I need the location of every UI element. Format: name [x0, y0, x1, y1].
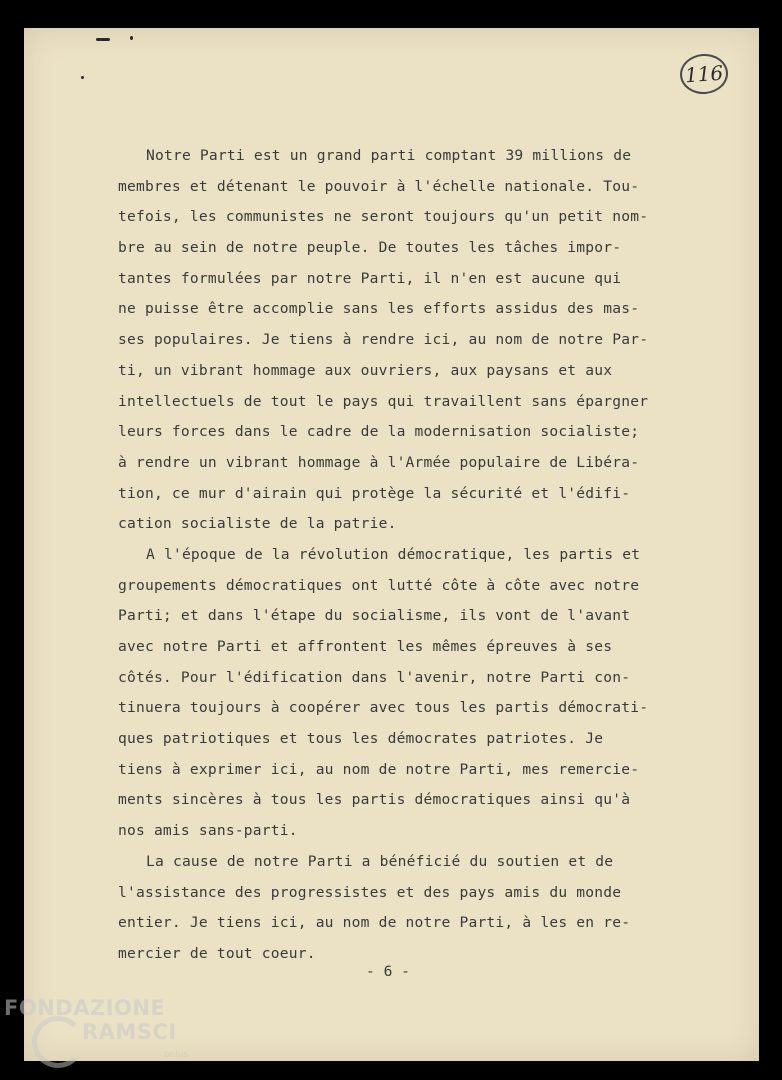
- document-page: [24, 28, 759, 1061]
- text-line: avec notre Parti et affrontent les mêmes épreuves à ses: [118, 638, 613, 655]
- watermark-subtitle: RAMSCI: [82, 1020, 177, 1044]
- page-number: - 6 -: [366, 963, 410, 980]
- text-line: mercier de tout coeur.: [118, 944, 316, 962]
- text-line: groupements démocratiques ont lutté côte à côte avec notre: [118, 576, 640, 594]
- text-line: tefois, les communistes ne seront toujours qu'un petit nom-: [118, 208, 649, 226]
- ink-mark: [96, 38, 110, 41]
- text-line: leurs forces dans le cadre de la modernisation socialiste;: [118, 423, 640, 441]
- text-line: A l'époque de la révolution démocratique, les partis et: [146, 545, 641, 563]
- text-line: membres et détenant le pouvoir à l'échelle nationale. Tou-: [118, 177, 640, 195]
- watermark-g-icon: [32, 1016, 84, 1068]
- ink-mark: [130, 36, 133, 40]
- text-line: ses populaires. Je tiens à rendre ici, au nom de notre Par-: [118, 331, 649, 349]
- text-line: ne puisse être accomplie sans les efforts assidus des mas-: [118, 300, 640, 318]
- text-line: côtés. Pour l'édification dans l'avenir, notre Parti con-: [118, 668, 631, 686]
- text-line: l'assistance des progressistes et des pays amis du monde: [118, 883, 622, 901]
- paragraph-3: [118, 847, 678, 970]
- text-line: ques patriotiques et tous les démocrates patriotes. Je: [118, 730, 604, 748]
- watermark-title: FONDAZIONE: [4, 996, 166, 1020]
- text-line: Parti; et dans l'étape du socialisme, ils vont de l'avant: [118, 607, 631, 625]
- text-line: tantes formulées par notre Parti, il n'en est aucune qui: [118, 269, 622, 287]
- ink-mark: [81, 76, 84, 79]
- text-line: bre au sein de notre peuple. De toutes les tâches impor-: [118, 239, 622, 257]
- paragraph-2: [118, 540, 678, 847]
- text-line: ments sincères à tous les partis démocratiques ainsi qu'à: [118, 791, 631, 809]
- text-line: ti, un vibrant hommage aux ouvriers, aux paysans et aux: [118, 361, 613, 379]
- text-line: intellectuels de tout le pays qui travaillent sans épargner: [118, 392, 649, 410]
- text-line: Notre Parti est un grand parti comptant 39 millions de: [146, 147, 632, 164]
- text-line: cation socialiste de la patrie.: [118, 515, 397, 533]
- text-line: entier. Je tiens ici, au nom de notre Parti, à les en re-: [118, 914, 631, 932]
- watermark-suffix: onlus: [164, 1050, 189, 1060]
- watermark-logo: [4, 996, 204, 1076]
- body-text: [118, 141, 678, 970]
- text-line: tion, ce mur d'airain qui protège la sécurité et l'édifi-: [118, 484, 631, 502]
- text-line: tiens à exprimer ici, au nom de notre Parti, mes remercie-: [118, 760, 640, 778]
- text-line: tinuera toujours à coopérer avec tous les partis démocrati-: [118, 699, 649, 717]
- text-line: à rendre un vibrant hommage à l'Armée populaire de Libéra-: [118, 453, 640, 471]
- paragraph-1: [118, 141, 678, 540]
- text-line: nos amis sans-parti.: [118, 822, 298, 840]
- text-line: La cause de notre Parti a bénéficié du soutien et de: [146, 852, 614, 870]
- handwritten-page-number: 116: [679, 52, 730, 95]
